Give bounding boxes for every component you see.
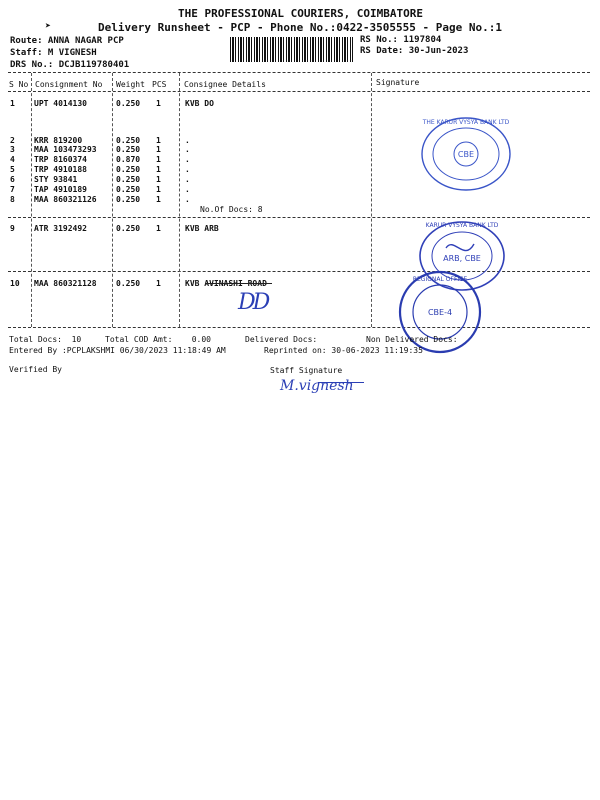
row-sno: 9 bbox=[10, 224, 15, 233]
row-weight: 0.250 bbox=[116, 136, 141, 145]
handwritten-initials: DD bbox=[238, 290, 268, 315]
row-consignee: . bbox=[185, 155, 190, 164]
row-pcs: 1 bbox=[156, 195, 161, 204]
row-consignment: TRP 8160374 bbox=[34, 155, 87, 164]
row-consignee: KVB DO bbox=[185, 99, 214, 108]
row-consignment: ATR 3192492 bbox=[34, 224, 87, 233]
svg-text:ARB, CBE: ARB, CBE bbox=[443, 254, 481, 263]
svg-text:KARUR VYSYA BANK LTD: KARUR VYSYA BANK LTD bbox=[425, 222, 499, 229]
col-header-signature: Signature bbox=[376, 78, 420, 87]
rs-date: RS Date: 30-Jun-2023 bbox=[360, 46, 469, 56]
row-weight: 0.250 bbox=[116, 99, 141, 108]
row-consignee: . bbox=[185, 145, 190, 154]
table-top-rule bbox=[8, 72, 590, 73]
row-pcs: 1 bbox=[156, 185, 161, 194]
staff-signature: M.vignesh bbox=[280, 378, 354, 394]
barcode bbox=[230, 37, 353, 62]
svg-text:CBE-4: CBE-4 bbox=[427, 308, 453, 317]
signature-underline bbox=[318, 382, 364, 383]
col-header-consignment: Consignment No bbox=[35, 80, 103, 89]
col-header-weight: Weight bbox=[116, 80, 145, 89]
row-consignment: MAA 860321126 bbox=[34, 195, 97, 204]
table-header-rule bbox=[8, 91, 590, 92]
row-consignee: KVB ARB bbox=[185, 224, 219, 233]
row-consignment: STY 93841 bbox=[34, 175, 78, 184]
runsheet-heading: Delivery Runsheet - PCP - Phone No.:0422-3505555 - Page No.:1 bbox=[98, 21, 502, 34]
courier-logo: ➤ bbox=[45, 21, 52, 32]
col-divider bbox=[371, 73, 372, 327]
col-header-pcs: PCS bbox=[152, 80, 167, 89]
row-weight: 0.250 bbox=[116, 224, 141, 233]
row-consignee: . bbox=[185, 185, 190, 194]
row-sno: 7 bbox=[10, 185, 15, 194]
row-sno: 10 bbox=[10, 279, 20, 288]
row-sno: 6 bbox=[10, 175, 15, 184]
col-divider bbox=[112, 73, 113, 327]
row-weight: 0.250 bbox=[116, 145, 141, 154]
row-sno: 8 bbox=[10, 195, 15, 204]
svg-text:THE KARUR VYSYA BANK LTD: THE KARUR VYSYA BANK LTD bbox=[422, 119, 510, 126]
row-consignment: KRR 819200 bbox=[34, 136, 83, 145]
row-pcs: 1 bbox=[156, 279, 161, 288]
row-pcs: 1 bbox=[156, 224, 161, 233]
row-pcs: 1 bbox=[156, 99, 161, 108]
row-pcs: 1 bbox=[156, 165, 161, 174]
row-weight: 0.870 bbox=[116, 155, 141, 164]
row-consignee: . bbox=[185, 195, 190, 204]
row-pcs: 1 bbox=[156, 175, 161, 184]
delivered-docs: Delivered Docs: bbox=[245, 335, 318, 344]
staff-label: Staff: M VIGNESH bbox=[10, 48, 97, 58]
row-consignee: . bbox=[185, 175, 190, 184]
svg-text:REGIONAL OFFICE: REGIONAL OFFICE bbox=[412, 276, 468, 283]
row-pcs: 1 bbox=[156, 155, 161, 164]
col-header-consignee: Consignee Details bbox=[184, 80, 266, 89]
total-docs: Total Docs: 10 bbox=[9, 335, 82, 344]
row-consignee: . bbox=[185, 165, 190, 174]
row-consignment: TRP 4910188 bbox=[34, 165, 87, 174]
verified-by: Verified By bbox=[9, 365, 62, 374]
row-consignee: . bbox=[185, 136, 190, 145]
row-weight: 0.250 bbox=[116, 185, 141, 194]
row-weight: 0.250 bbox=[116, 195, 141, 204]
row-sno: 5 bbox=[10, 165, 15, 174]
row-sno: 2 bbox=[10, 136, 15, 145]
svg-text:CBE: CBE bbox=[457, 150, 475, 159]
col-divider bbox=[31, 73, 32, 327]
non-delivered-docs: Non Delivered Docs: bbox=[366, 335, 458, 344]
col-header-sno: S No bbox=[9, 80, 29, 89]
rs-number: RS No.: 1197804 bbox=[360, 35, 442, 45]
drs-number: DRS No.: DCJB119780401 bbox=[10, 60, 130, 70]
table-bottom-rule bbox=[8, 327, 590, 328]
route-label: Route: ANNA NAGAR PCP bbox=[10, 36, 124, 46]
entered-by: Entered By :PCPLAKSHMI 06/30/2023 11:18:49 AM bbox=[9, 346, 226, 355]
staff-signature-label: Staff Signature bbox=[270, 366, 343, 375]
strike-through bbox=[206, 283, 272, 284]
row-pcs: 1 bbox=[156, 136, 161, 145]
col-divider bbox=[179, 73, 180, 327]
row-weight: 0.250 bbox=[116, 279, 141, 288]
row-consignment: TAP 4910189 bbox=[34, 185, 87, 194]
row-sno: 1 bbox=[10, 99, 15, 108]
row-consignment: MAA 103473293 bbox=[34, 145, 97, 154]
row-weight: 0.250 bbox=[116, 165, 141, 174]
row-pcs: 1 bbox=[156, 145, 161, 154]
row-consignee: KVB AVINASHI ROAD bbox=[185, 279, 267, 288]
company-title: THE PROFESSIONAL COURIERS, COIMBATORE bbox=[178, 7, 424, 20]
row-consignment: MAA 860321128 bbox=[34, 279, 97, 288]
row-sno: 4 bbox=[10, 155, 15, 164]
row-sno: 3 bbox=[10, 145, 15, 154]
row-consignment: UPT 4014130 bbox=[34, 99, 87, 108]
group-doc-count: No.Of Docs: 8 bbox=[200, 205, 263, 214]
reprinted-on: Reprinted on: 30-06-2023 11:19:35 bbox=[264, 346, 423, 355]
row-weight: 0.250 bbox=[116, 175, 141, 184]
total-cod: Total COD Amt: 0.00 bbox=[105, 335, 211, 344]
